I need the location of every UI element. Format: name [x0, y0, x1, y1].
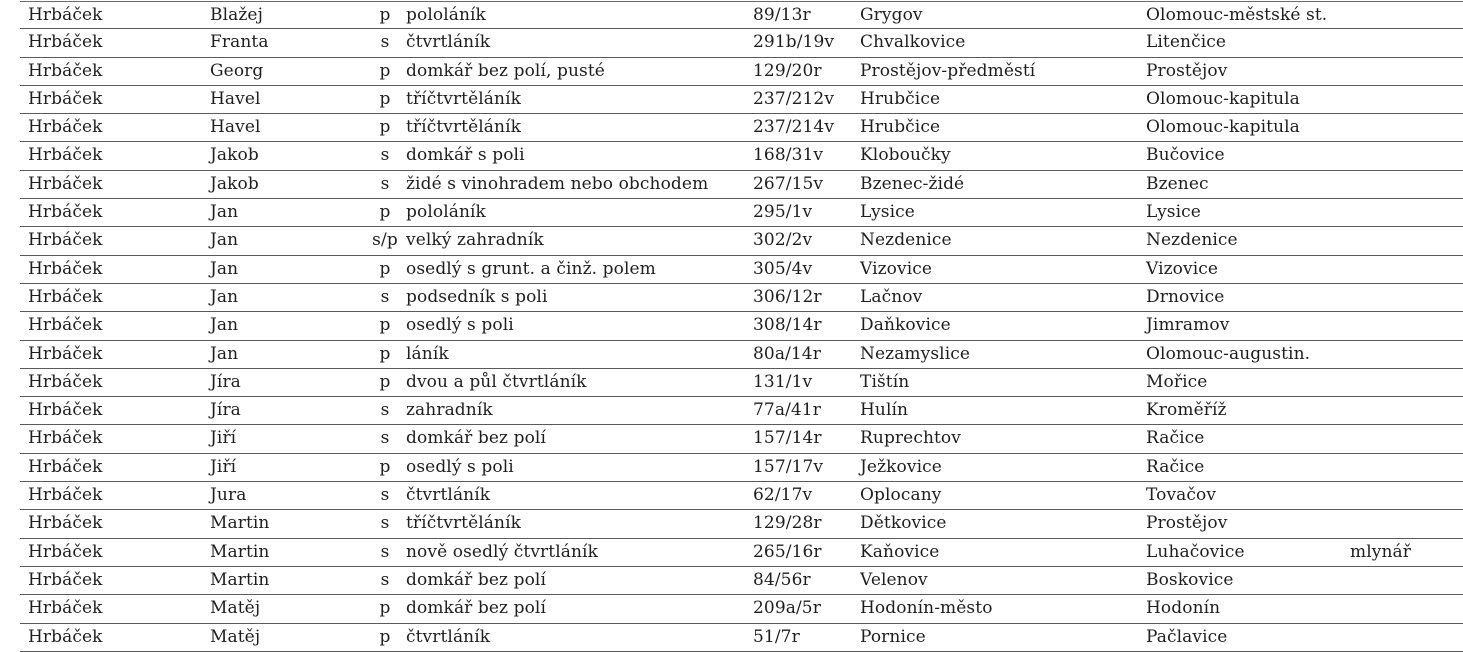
reference-cell: 84/56r [753, 569, 811, 590]
village-cell: Hrubčice [860, 88, 941, 109]
status-cell: s [380, 145, 390, 166]
estate-cell: Olomouc-kapitula [1146, 88, 1300, 109]
table-row [20, 114, 1463, 142]
surname-cell: Hrbáček [28, 428, 103, 449]
category-cell: tříčtvrtěláník [406, 88, 522, 109]
reference-cell: 129/20r [753, 60, 822, 81]
table-row [20, 397, 1463, 425]
village-cell: Chvalkovice [860, 32, 966, 53]
village-cell: Nezdenice [860, 230, 952, 251]
village-cell: Dětkovice [860, 513, 947, 534]
table-row [20, 29, 1463, 57]
status-cell: s [380, 400, 390, 421]
reference-cell: 265/16r [753, 541, 822, 562]
estate-cell: Račice [1146, 456, 1205, 477]
given-name-cell: Blažej [210, 5, 263, 25]
surname-cell: Hrbáček [28, 541, 103, 562]
status-cell: s/p [372, 230, 398, 251]
given-name-cell: Georg [210, 60, 264, 81]
village-cell: Lysice [860, 202, 915, 223]
table-row [20, 1, 1463, 29]
village-cell: Oplocany [860, 485, 942, 506]
surname-cell: Hrbáček [28, 230, 103, 251]
given-name-cell: Jakob [210, 173, 259, 194]
given-name-cell: Jíra [210, 400, 241, 421]
status-cell: s [380, 286, 390, 307]
category-cell: domkář bez polí [406, 598, 546, 619]
village-cell: Hrubčice [860, 117, 941, 138]
village-cell: Kaňovice [860, 541, 940, 562]
reference-cell: 237/214v [753, 117, 835, 138]
estate-cell: Prostějov [1146, 60, 1228, 81]
estate-cell: Račice [1146, 428, 1205, 449]
surname-cell: Hrbáček [28, 513, 103, 534]
surname-cell: Hrbáček [28, 173, 103, 194]
given-name-cell: Jiří [210, 428, 237, 449]
given-name-cell: Havel [210, 117, 261, 138]
surname-cell: Hrbáček [28, 400, 103, 421]
reference-cell: 308/14r [753, 315, 822, 336]
given-name-cell: Jan [210, 343, 239, 364]
category-cell: pololáník [406, 202, 486, 223]
estate-cell: Nezdenice [1146, 230, 1238, 251]
village-cell: Tištín [860, 371, 910, 392]
table-row [20, 341, 1463, 369]
given-name-cell: Martin [210, 569, 270, 590]
category-cell: podsedník s poli [406, 286, 548, 307]
village-cell: Grygov [860, 5, 923, 25]
village-cell: Hodonín-město [860, 598, 993, 619]
given-name-cell: Jan [210, 230, 239, 251]
surname-cell: Hrbáček [28, 598, 103, 619]
category-cell: domkář bez polí [406, 569, 546, 590]
status-cell: p [379, 202, 391, 223]
category-cell: tříčtvrtěláník [406, 117, 522, 138]
category-cell: láník [406, 343, 449, 364]
table-row [20, 227, 1463, 255]
estate-cell: Litenčice [1146, 32, 1227, 53]
status-cell: s [380, 485, 390, 506]
estate-cell: Prostějov [1146, 513, 1228, 534]
given-name-cell: Jura [210, 485, 247, 506]
reference-cell: 302/2v [753, 230, 813, 251]
reference-cell: 168/31v [753, 145, 824, 166]
reference-cell: 89/13r [753, 5, 811, 25]
given-name-cell: Jakob [210, 145, 259, 166]
village-cell: Pornice [860, 626, 926, 647]
category-cell: čtvrtláník [406, 32, 491, 53]
status-cell: s [380, 173, 390, 194]
reference-cell: 237/212v [753, 88, 835, 109]
status-cell: p [379, 456, 391, 477]
village-cell: Ruprechtov [860, 428, 961, 449]
category-cell: čtvrtláník [406, 485, 491, 506]
estate-cell: Bučovice [1146, 145, 1225, 166]
status-cell: p [379, 258, 391, 279]
village-cell: Nezamyslice [860, 343, 971, 364]
given-name-cell: Jan [210, 286, 239, 307]
surname-cell: Hrbáček [28, 456, 103, 477]
reference-cell: 295/1v [753, 202, 813, 223]
village-cell: Bzenec-židé [860, 173, 965, 194]
table-row [20, 312, 1463, 340]
category-cell: osedlý s grunt. a činž. polem [406, 258, 656, 279]
category-cell: nově osedlý čtvrtláník [406, 541, 598, 562]
table-row [20, 425, 1463, 453]
category-cell: osedlý s poli [406, 456, 514, 477]
reference-cell: 209a/5r [753, 598, 821, 619]
records-table [20, 1, 1463, 652]
estate-cell: Mořice [1146, 371, 1208, 392]
table-row [20, 171, 1463, 199]
estate-cell: Drnovice [1146, 286, 1225, 307]
table-row [20, 256, 1463, 284]
surname-cell: Hrbáček [28, 626, 103, 647]
category-cell: zahradník [406, 400, 493, 421]
surname-cell: Hrbáček [28, 286, 103, 307]
surname-cell: Hrbáček [28, 315, 103, 336]
surname-cell: Hrbáček [28, 202, 103, 223]
reference-cell: 62/17v [753, 485, 813, 506]
given-name-cell: Martin [210, 541, 270, 562]
estate-cell: Lysice [1146, 202, 1201, 223]
reference-cell: 51/7r [753, 626, 800, 647]
category-cell: domkář bez polí [406, 428, 546, 449]
status-cell: p [379, 626, 391, 647]
status-cell: s [380, 32, 390, 53]
table-row [20, 454, 1463, 482]
estate-cell: Pačlavice [1146, 626, 1228, 647]
village-cell: Hulín [860, 400, 909, 421]
given-name-cell: Jíra [210, 371, 241, 392]
surname-cell: Hrbáček [28, 485, 103, 506]
table-row [20, 199, 1463, 227]
reference-cell: 291b/19v [753, 32, 835, 53]
given-name-cell: Jan [210, 202, 239, 223]
surname-cell: Hrbáček [28, 88, 103, 109]
status-cell: p [379, 343, 391, 364]
category-cell: velký zahradník [406, 230, 544, 251]
village-cell: Vizovice [860, 258, 933, 279]
reference-cell: 157/14r [753, 428, 822, 449]
surname-cell: Hrbáček [28, 569, 103, 590]
table-row [20, 624, 1463, 652]
status-cell: p [379, 315, 391, 336]
estate-cell: Bzenec [1146, 173, 1209, 194]
reference-cell: 77a/41r [753, 400, 821, 421]
estate-cell: Olomouc-městské st. [1146, 5, 1328, 25]
category-cell: dvou a půl čtvrtláník [406, 371, 587, 392]
given-name-cell: Jiří [210, 456, 237, 477]
estate-cell: Vizovice [1146, 258, 1219, 279]
estate-cell: Olomouc-augustin. [1146, 343, 1311, 364]
reference-cell: 157/17v [753, 456, 824, 477]
status-cell: s [380, 569, 390, 590]
status-cell: p [379, 598, 391, 619]
village-cell: Prostějov-předměstí [860, 60, 1036, 81]
status-cell: p [379, 88, 391, 109]
surname-cell: Hrbáček [28, 32, 103, 53]
given-name-cell: Franta [210, 32, 269, 53]
surname-cell: Hrbáček [28, 258, 103, 279]
table-row [20, 482, 1463, 510]
table-row [20, 595, 1463, 623]
village-cell: Kloboučky [860, 145, 951, 166]
surname-cell: Hrbáček [28, 117, 103, 138]
given-name-cell: Matěj [210, 598, 261, 619]
given-name-cell: Jan [210, 258, 239, 279]
village-cell: Ježkovice [860, 456, 942, 477]
category-cell: domkář s poli [406, 145, 525, 166]
status-cell: p [379, 5, 391, 25]
category-cell: tříčtvrtěláník [406, 513, 522, 534]
table-row [20, 567, 1463, 595]
surname-cell: Hrbáček [28, 5, 103, 25]
village-cell: Lačnov [860, 286, 923, 307]
reference-cell: 267/15v [753, 173, 824, 194]
status-cell: s [380, 428, 390, 449]
reference-cell: 306/12r [753, 286, 822, 307]
given-name-cell: Martin [210, 513, 270, 534]
estate-cell: Olomouc-kapitula [1146, 117, 1300, 138]
given-name-cell: Jan [210, 315, 239, 336]
status-cell: p [379, 60, 391, 81]
table-row [20, 510, 1463, 538]
reference-cell: 305/4v [753, 258, 813, 279]
status-cell: p [379, 371, 391, 392]
village-cell: Velenov [860, 569, 928, 590]
category-cell: osedlý s poli [406, 315, 514, 336]
estate-cell: Kroměříž [1146, 400, 1227, 421]
category-cell: domkář bez polí, pusté [406, 60, 605, 81]
status-cell: s [380, 513, 390, 534]
table-row [20, 539, 1463, 567]
estate-cell: Boskovice [1146, 569, 1234, 590]
status-cell: p [379, 117, 391, 138]
table-row [20, 284, 1463, 312]
table-row [20, 58, 1463, 86]
reference-cell: 80a/14r [753, 343, 821, 364]
reference-cell: 131/1v [753, 371, 813, 392]
status-cell: s [380, 541, 390, 562]
table-row [20, 142, 1463, 170]
surname-cell: Hrbáček [28, 60, 103, 81]
category-cell: židé s vinohradem nebo obchodem [406, 173, 709, 194]
category-cell: čtvrtláník [406, 626, 491, 647]
surname-cell: Hrbáček [28, 371, 103, 392]
reference-cell: 129/28r [753, 513, 822, 534]
village-cell: Daňkovice [860, 315, 951, 336]
given-name-cell: Matěj [210, 626, 261, 647]
estate-cell: Tovačov [1146, 485, 1217, 506]
surname-cell: Hrbáček [28, 145, 103, 166]
table-row [20, 369, 1463, 397]
surname-cell: Hrbáček [28, 343, 103, 364]
estate-cell: Hodonín [1146, 598, 1221, 619]
table-row [20, 86, 1463, 114]
category-cell: pololáník [406, 5, 486, 25]
estate-cell: Luhačovice [1146, 541, 1245, 562]
given-name-cell: Havel [210, 88, 261, 109]
note-cell: mlynář [1350, 541, 1411, 562]
estate-cell: Jimramov [1146, 315, 1230, 336]
